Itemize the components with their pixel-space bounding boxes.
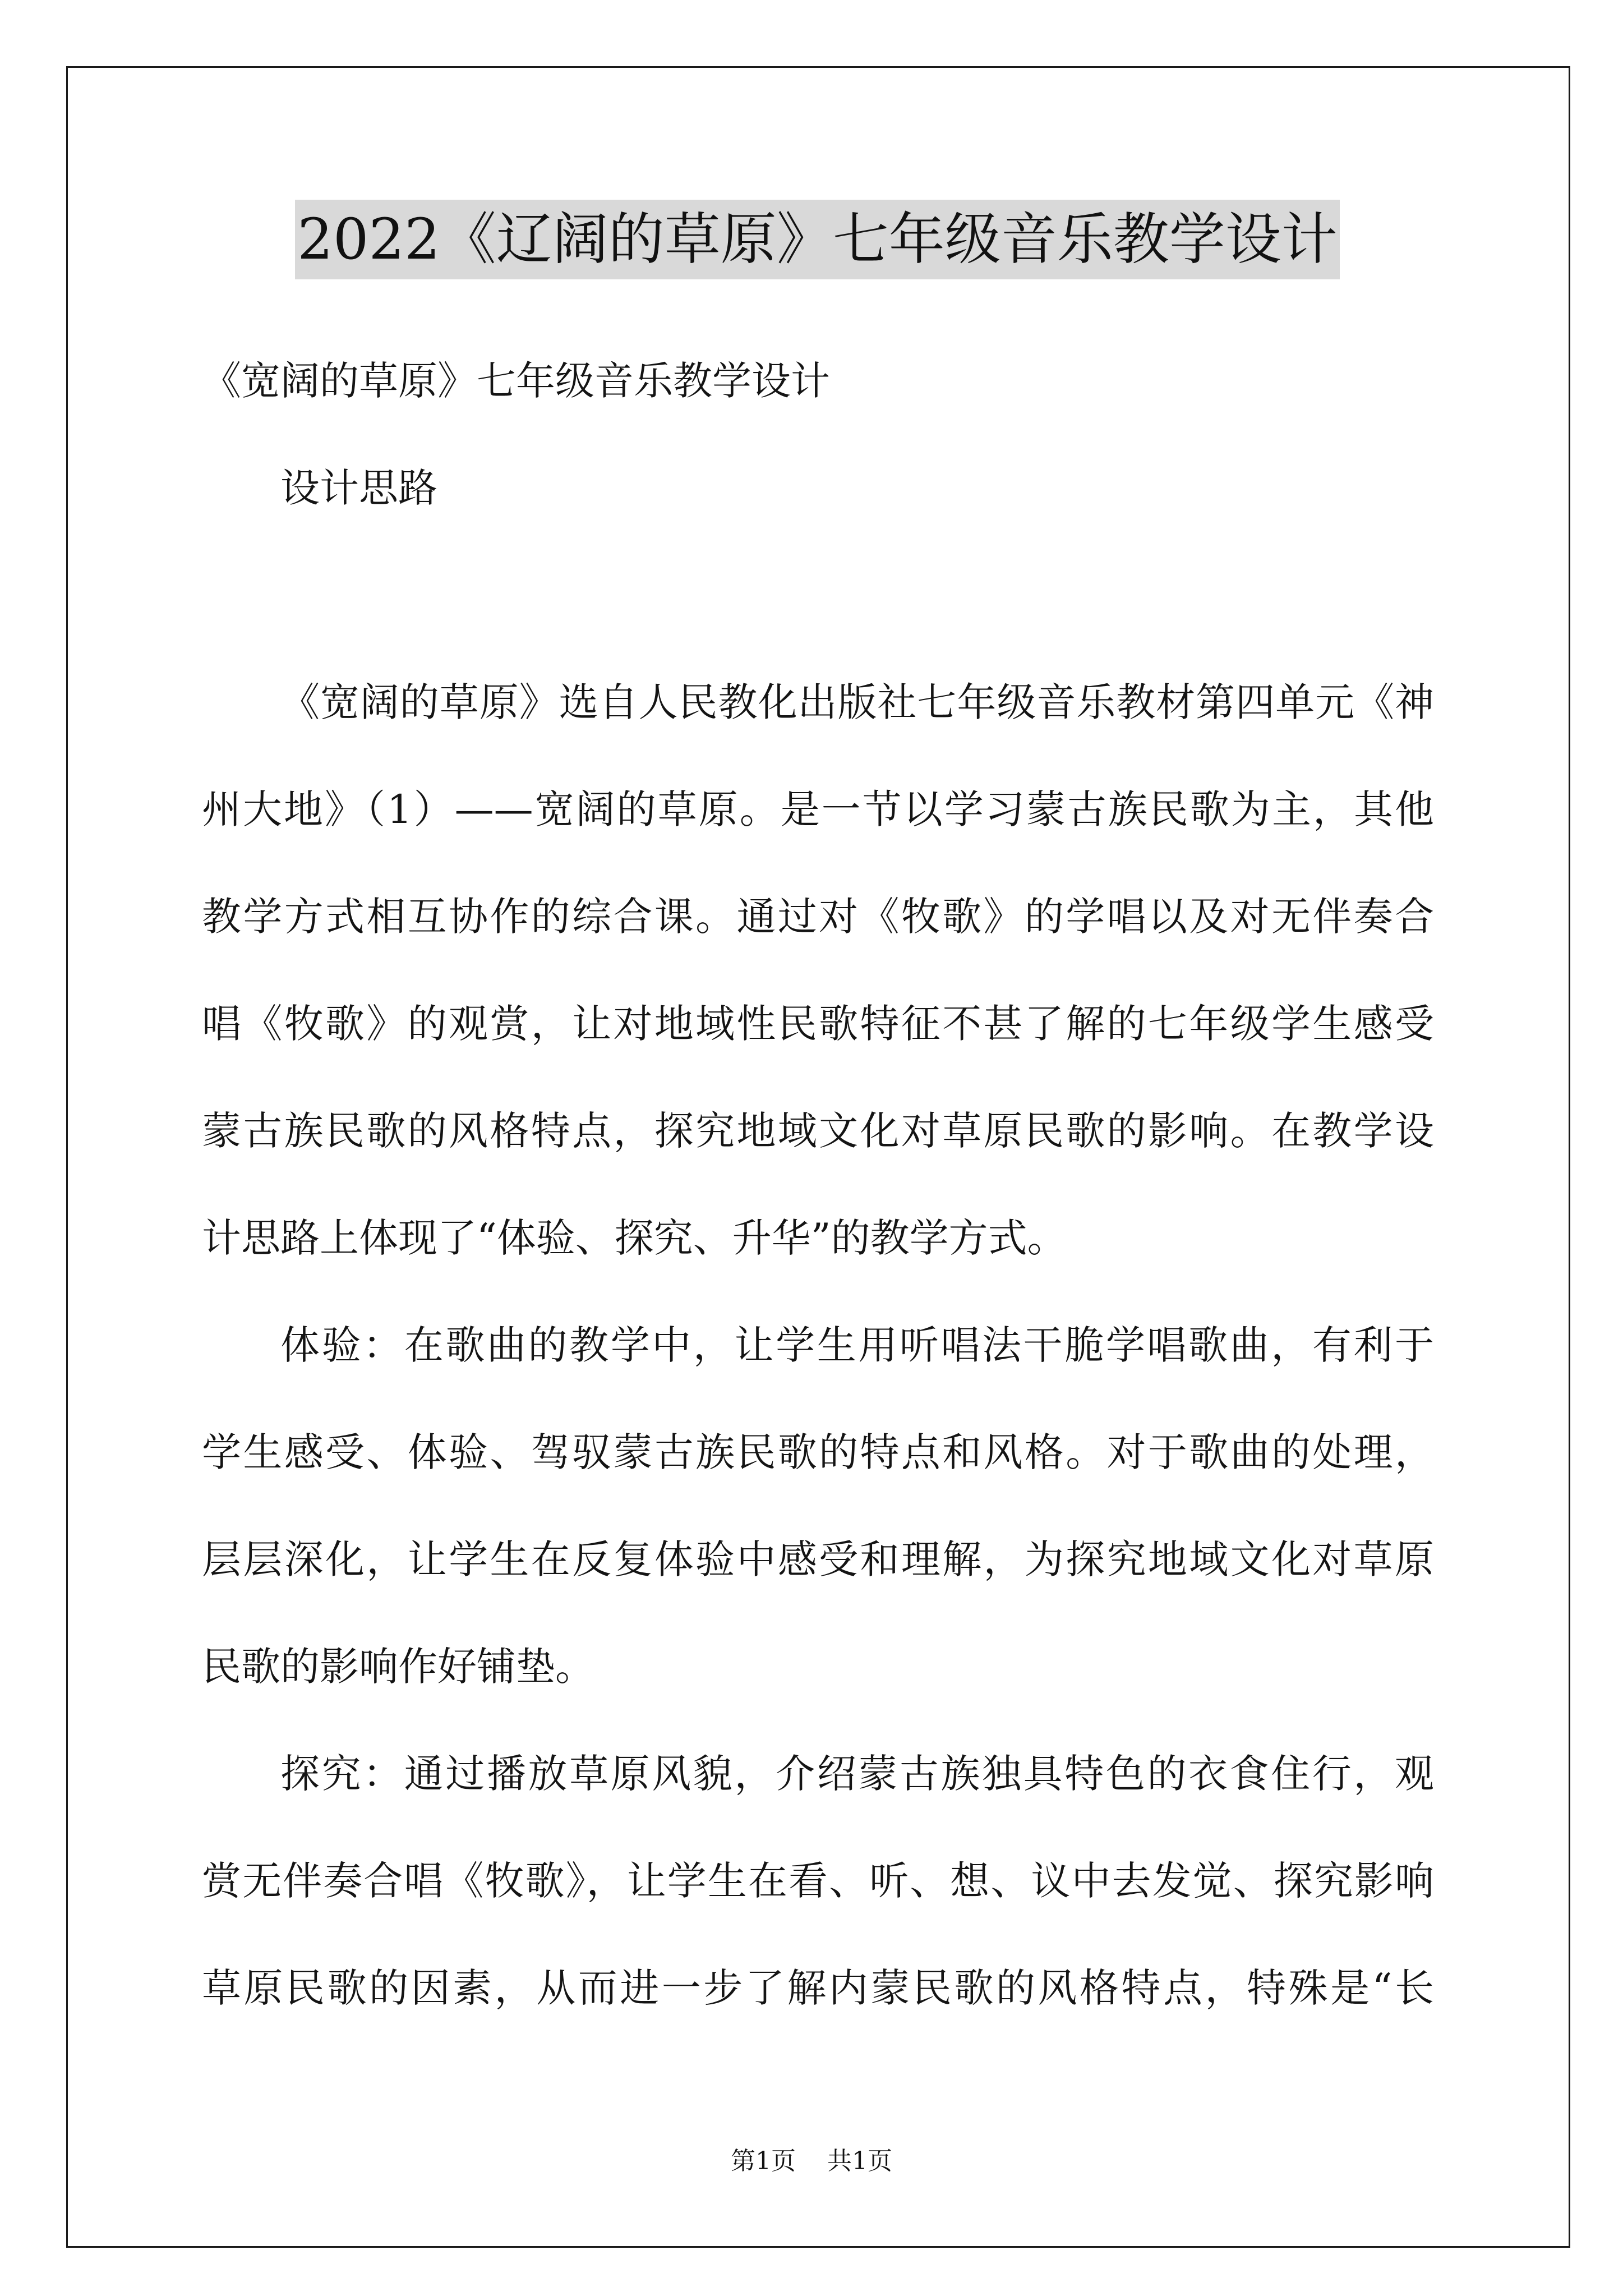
paragraph-experience	[202, 1292, 1434, 1720]
paragraph-line: 探究：通过播放草原风貌，介绍蒙古族独具特色的衣食住行，观	[280, 1751, 1434, 1797]
paragraph-line: 《宽阔的草原》选自人民教化出版社七年级音乐教材第四单元《神	[280, 679, 1434, 725]
document-body	[202, 328, 1434, 2042]
paragraph-line: 蒙古族民歌的风格特点，探究地域文化对草原民歌的影响。在教学设	[202, 1108, 1434, 1154]
paragraph-line: 教学方式相互协作的综合课。通过对《牧歌》的学唱以及对无伴奏合	[202, 894, 1434, 940]
title-block	[66, 200, 1569, 279]
paragraph-line: 计思路上体现了“体验、探究、升华”的教学方式。	[202, 1215, 1067, 1261]
section-heading: 设计思路	[280, 465, 437, 511]
document-subtitle: 《宽阔的草原》七年级音乐教学设计	[202, 358, 830, 404]
paragraph-exploration	[202, 1720, 1434, 2042]
paragraph-line: 草原民歌的因素，从而进一步了解内蒙民歌的风格特点，特殊是“长	[202, 1965, 1434, 2011]
paragraph-line: 体验：在歌曲的教学中，让学生用听唱法干脆学唱歌曲，有利于	[280, 1322, 1434, 1368]
page-total: 共1页	[827, 2147, 892, 2175]
blank-line	[202, 542, 1434, 649]
paragraph-line: 层层深化，让学生在反复体验中感受和理解，为探究地域文化对草原	[202, 1536, 1434, 1582]
paragraph-line: 民歌的影响作好铺垫。	[202, 1644, 594, 1690]
page-number: 第1页	[731, 2147, 796, 2175]
paragraph-line: 唱《牧歌》的观赏，让对地域性民歌特征不甚了解的七年级学生感受	[202, 1001, 1434, 1047]
document-title: 2022《辽阔的草原》七年级音乐教学设计	[295, 200, 1340, 279]
page-footer	[0, 2145, 1623, 2178]
paragraph-line: 州大地》（1）——宽阔的草原。是一节以学习蒙古族民歌为主，其他	[202, 786, 1434, 832]
paragraph-intro	[202, 649, 1434, 1292]
paragraph-line: 赏无伴奏合唱《牧歌》，让学生在看、听、想、议中去发觉、探究影响	[202, 1858, 1434, 1904]
paragraph-line: 学生感受、体验、驾驭蒙古族民歌的特点和风格。对于歌曲的处理，	[202, 1429, 1434, 1475]
